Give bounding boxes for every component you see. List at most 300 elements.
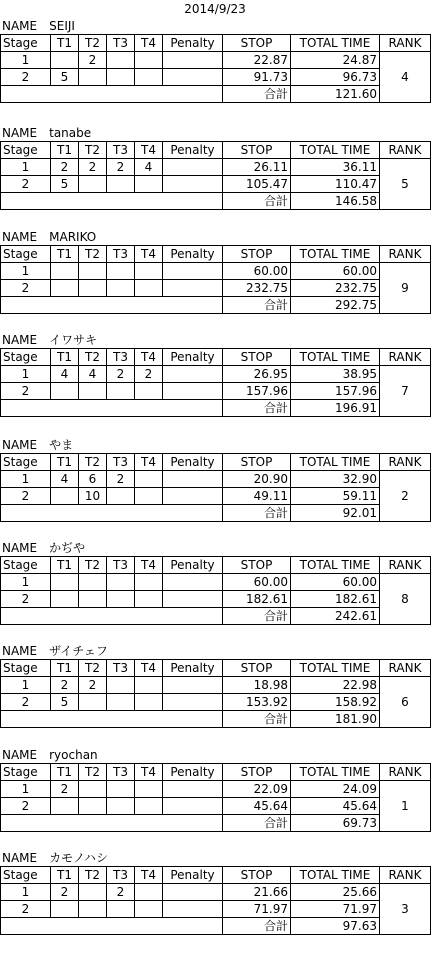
cell-t1: 2	[51, 677, 79, 694]
header-t3: T3	[107, 142, 135, 159]
cell-t2	[79, 884, 107, 901]
player-block	[0, 747, 430, 832]
cell-t2: 10	[79, 488, 107, 505]
table-row	[1, 574, 431, 591]
sum-row	[1, 400, 431, 417]
cell-penalty	[163, 884, 223, 901]
header-t4: T4	[135, 142, 163, 159]
cell-total: 59.11	[291, 488, 380, 505]
table-header-row	[1, 454, 431, 471]
cell-penalty	[163, 263, 223, 280]
name-label: NAME	[2, 851, 38, 865]
cell-t4	[135, 383, 163, 400]
cell-t2	[79, 176, 107, 193]
cell-penalty	[163, 694, 223, 711]
header-t3: T3	[107, 35, 135, 52]
header-stage: Stage	[1, 142, 51, 159]
table-header-row	[1, 764, 431, 781]
header-stage: Stage	[1, 349, 51, 366]
header-stage: Stage	[1, 764, 51, 781]
player-name: MARIKO	[49, 230, 97, 244]
header-stop: STOP	[223, 454, 291, 471]
header-t2: T2	[79, 764, 107, 781]
cell-t4	[135, 280, 163, 297]
cell-t4	[135, 176, 163, 193]
cell-penalty	[163, 366, 223, 383]
sum-label: 合計	[223, 608, 291, 625]
header-t4: T4	[135, 454, 163, 471]
cell-penalty	[163, 901, 223, 918]
cell-t3	[107, 901, 135, 918]
rank-value: 1	[380, 781, 431, 832]
cell-t4	[135, 884, 163, 901]
sum-row	[1, 918, 431, 935]
cell-penalty	[163, 798, 223, 815]
cell-t2	[79, 591, 107, 608]
score-table	[0, 659, 431, 728]
cell-stop: 20.90	[223, 471, 291, 488]
header-stop: STOP	[223, 142, 291, 159]
cell-total: 158.92	[291, 694, 380, 711]
cell-t4	[135, 69, 163, 86]
cell-stage: 2	[1, 798, 51, 815]
header-t3: T3	[107, 349, 135, 366]
cell-penalty	[163, 677, 223, 694]
sum-label: 合計	[223, 711, 291, 728]
cell-stop: 22.09	[223, 781, 291, 798]
header-stop: STOP	[223, 660, 291, 677]
cell-stop: 153.92	[223, 694, 291, 711]
cell-total: 71.97	[291, 901, 380, 918]
header-rank: RANK	[380, 142, 431, 159]
cell-t4	[135, 488, 163, 505]
sum-value: 92.01	[291, 505, 380, 522]
header-penalty: Penalty	[163, 35, 223, 52]
cell-total: 60.00	[291, 574, 380, 591]
player-name-row	[0, 437, 430, 453]
player-block	[0, 643, 430, 728]
header-penalty: Penalty	[163, 764, 223, 781]
cell-t1: 4	[51, 471, 79, 488]
cell-t2	[79, 263, 107, 280]
player-name-row	[0, 643, 430, 659]
table-row	[1, 884, 431, 901]
table-row	[1, 901, 431, 918]
cell-t1	[51, 488, 79, 505]
player-block	[0, 437, 430, 522]
header-rank: RANK	[380, 246, 431, 263]
player-name: かぢや	[49, 541, 86, 555]
cell-penalty	[163, 781, 223, 798]
cell-stop: 21.66	[223, 884, 291, 901]
header-total-time: TOTAL TIME	[291, 349, 380, 366]
cell-t2	[79, 574, 107, 591]
cell-stop: 157.96	[223, 383, 291, 400]
cell-t3	[107, 176, 135, 193]
cell-stop: 22.87	[223, 52, 291, 69]
cell-t3	[107, 781, 135, 798]
header-t1: T1	[51, 764, 79, 781]
cell-penalty	[163, 383, 223, 400]
name-label: NAME	[2, 126, 38, 140]
header-t2: T2	[79, 349, 107, 366]
sum-value: 242.61	[291, 608, 380, 625]
cell-t2	[79, 280, 107, 297]
sum-label: 合計	[223, 815, 291, 832]
cell-stage: 1	[1, 677, 51, 694]
sum-value: 97.63	[291, 918, 380, 935]
cell-penalty	[163, 488, 223, 505]
header-rank: RANK	[380, 867, 431, 884]
score-table	[0, 453, 431, 522]
player-name: ryochan	[49, 748, 98, 762]
rank-value: 7	[380, 366, 431, 417]
player-name: SEIJI	[49, 19, 75, 33]
cell-t3	[107, 263, 135, 280]
sum-row	[1, 86, 431, 103]
cell-t4: 4	[135, 159, 163, 176]
cell-t2: 6	[79, 471, 107, 488]
cell-t3	[107, 69, 135, 86]
sum-row	[1, 297, 431, 314]
header-penalty: Penalty	[163, 867, 223, 884]
cell-t1: 5	[51, 176, 79, 193]
cell-total: 22.98	[291, 677, 380, 694]
name-label: NAME	[2, 541, 38, 555]
cell-stop: 18.98	[223, 677, 291, 694]
player-block	[0, 229, 430, 314]
name-label: NAME	[2, 230, 38, 244]
rank-value: 5	[380, 159, 431, 210]
cell-stop: 26.11	[223, 159, 291, 176]
header-t1: T1	[51, 142, 79, 159]
header-total-time: TOTAL TIME	[291, 764, 380, 781]
cell-t3: 2	[107, 884, 135, 901]
header-t4: T4	[135, 557, 163, 574]
header-penalty: Penalty	[163, 454, 223, 471]
cell-t1	[51, 280, 79, 297]
table-row	[1, 280, 431, 297]
sum-value: 69.73	[291, 815, 380, 832]
sum-label: 合計	[223, 505, 291, 522]
player-name: ザイチェフ	[49, 644, 108, 658]
header-t2: T2	[79, 142, 107, 159]
name-label: NAME	[2, 644, 38, 658]
header-total-time: TOTAL TIME	[291, 660, 380, 677]
header-t3: T3	[107, 557, 135, 574]
cell-stop: 26.95	[223, 366, 291, 383]
sum-label: 合計	[223, 297, 291, 314]
rank-value: 3	[380, 884, 431, 935]
header-stage: Stage	[1, 246, 51, 263]
header-t1: T1	[51, 35, 79, 52]
cell-stop: 49.11	[223, 488, 291, 505]
cell-total: 232.75	[291, 280, 380, 297]
name-label: NAME	[2, 333, 38, 347]
cell-stop: 71.97	[223, 901, 291, 918]
player-name: tanabe	[49, 126, 92, 140]
cell-t4	[135, 52, 163, 69]
name-label: NAME	[2, 438, 38, 452]
header-total-time: TOTAL TIME	[291, 246, 380, 263]
player-name: カモノハシ	[49, 851, 109, 865]
cell-stage: 1	[1, 781, 51, 798]
cell-t4	[135, 694, 163, 711]
table-row	[1, 176, 431, 193]
table-header-row	[1, 867, 431, 884]
header-t1: T1	[51, 454, 79, 471]
cell-t2	[79, 901, 107, 918]
cell-stop: 60.00	[223, 574, 291, 591]
cell-t3	[107, 574, 135, 591]
cell-penalty	[163, 574, 223, 591]
sum-spacer	[1, 918, 223, 935]
sum-value: 181.90	[291, 711, 380, 728]
cell-total: 110.47	[291, 176, 380, 193]
table-row	[1, 591, 431, 608]
cell-t4	[135, 263, 163, 280]
table-row	[1, 366, 431, 383]
header-t3: T3	[107, 764, 135, 781]
rank-value: 8	[380, 574, 431, 625]
sum-label: 合計	[223, 400, 291, 417]
table-header-row	[1, 246, 431, 263]
cell-t3	[107, 488, 135, 505]
cell-total: 25.66	[291, 884, 380, 901]
header-t2: T2	[79, 246, 107, 263]
cell-stop: 232.75	[223, 280, 291, 297]
cell-t4: 2	[135, 366, 163, 383]
player-name-row	[0, 332, 430, 348]
cell-t1	[51, 383, 79, 400]
header-t3: T3	[107, 660, 135, 677]
sum-value: 146.58	[291, 193, 380, 210]
cell-penalty	[163, 280, 223, 297]
header-t4: T4	[135, 35, 163, 52]
player-block	[0, 850, 430, 935]
header-total-time: TOTAL TIME	[291, 557, 380, 574]
header-total-time: TOTAL TIME	[291, 35, 380, 52]
header-stage: Stage	[1, 867, 51, 884]
rank-value: 6	[380, 677, 431, 728]
header-t4: T4	[135, 764, 163, 781]
header-stop: STOP	[223, 557, 291, 574]
cell-t1: 5	[51, 69, 79, 86]
cell-stage: 2	[1, 69, 51, 86]
score-table	[0, 763, 431, 832]
header-t1: T1	[51, 867, 79, 884]
cell-t2	[79, 781, 107, 798]
player-name-row	[0, 540, 430, 556]
cell-t3: 2	[107, 471, 135, 488]
cell-stop: 91.73	[223, 69, 291, 86]
sum-value: 292.75	[291, 297, 380, 314]
cell-stage: 2	[1, 901, 51, 918]
cell-penalty	[163, 176, 223, 193]
cell-penalty	[163, 471, 223, 488]
header-rank: RANK	[380, 660, 431, 677]
player-block	[0, 125, 430, 210]
cell-t1	[51, 901, 79, 918]
player-name-row	[0, 229, 430, 245]
cell-t3: 2	[107, 159, 135, 176]
cell-total: 38.95	[291, 366, 380, 383]
header-rank: RANK	[380, 349, 431, 366]
table-header-row	[1, 660, 431, 677]
score-table	[0, 141, 431, 210]
header-penalty: Penalty	[163, 246, 223, 263]
cell-total: 96.73	[291, 69, 380, 86]
cell-penalty	[163, 52, 223, 69]
cell-t1	[51, 52, 79, 69]
cell-t4	[135, 471, 163, 488]
score-table	[0, 348, 431, 417]
cell-stage: 1	[1, 159, 51, 176]
player-name-row	[0, 18, 430, 34]
cell-t2: 2	[79, 52, 107, 69]
sum-label: 合計	[223, 86, 291, 103]
header-penalty: Penalty	[163, 660, 223, 677]
cell-stage: 1	[1, 366, 51, 383]
cell-total: 24.87	[291, 52, 380, 69]
cell-t2	[79, 69, 107, 86]
header-t2: T2	[79, 660, 107, 677]
header-t1: T1	[51, 660, 79, 677]
cell-t1	[51, 798, 79, 815]
cell-stage: 1	[1, 52, 51, 69]
cell-t3	[107, 52, 135, 69]
header-t4: T4	[135, 660, 163, 677]
sum-label: 合計	[223, 918, 291, 935]
header-t4: T4	[135, 867, 163, 884]
table-row	[1, 263, 431, 280]
cell-t3	[107, 591, 135, 608]
sum-row	[1, 815, 431, 832]
header-t2: T2	[79, 557, 107, 574]
table-header-row	[1, 142, 431, 159]
cell-stage: 1	[1, 574, 51, 591]
cell-t2: 4	[79, 366, 107, 383]
sum-spacer	[1, 86, 223, 103]
cell-stage: 1	[1, 471, 51, 488]
cell-t2	[79, 694, 107, 711]
report-date: 2014/9/23	[184, 2, 246, 16]
player-block	[0, 332, 430, 417]
rank-value: 4	[380, 52, 431, 103]
rank-value: 2	[380, 471, 431, 522]
header-stage: Stage	[1, 660, 51, 677]
header-t4: T4	[135, 349, 163, 366]
table-row	[1, 471, 431, 488]
cell-stage: 2	[1, 694, 51, 711]
sum-row	[1, 608, 431, 625]
header-t1: T1	[51, 557, 79, 574]
header-t4: T4	[135, 246, 163, 263]
cell-stage: 1	[1, 884, 51, 901]
cell-t1	[51, 263, 79, 280]
cell-total: 24.09	[291, 781, 380, 798]
cell-stage: 1	[1, 263, 51, 280]
table-header-row	[1, 35, 431, 52]
sum-value: 196.91	[291, 400, 380, 417]
score-table	[0, 556, 431, 625]
header-t3: T3	[107, 454, 135, 471]
player-name-row	[0, 125, 430, 141]
header-t2: T2	[79, 35, 107, 52]
cell-t1: 2	[51, 884, 79, 901]
cell-stage: 2	[1, 383, 51, 400]
cell-t3	[107, 383, 135, 400]
sum-spacer	[1, 608, 223, 625]
header-t3: T3	[107, 867, 135, 884]
cell-stop: 45.64	[223, 798, 291, 815]
header-t3: T3	[107, 246, 135, 263]
cell-t3	[107, 694, 135, 711]
score-table	[0, 34, 431, 103]
sum-spacer	[1, 297, 223, 314]
table-row	[1, 781, 431, 798]
header-total-time: TOTAL TIME	[291, 142, 380, 159]
table-row	[1, 159, 431, 176]
player-block	[0, 18, 430, 103]
sum-row	[1, 505, 431, 522]
table-row	[1, 69, 431, 86]
name-label: NAME	[2, 748, 38, 762]
table-header-row	[1, 557, 431, 574]
cell-total: 36.11	[291, 159, 380, 176]
header-t2: T2	[79, 454, 107, 471]
header-rank: RANK	[380, 557, 431, 574]
cell-t2	[79, 798, 107, 815]
name-label: NAME	[2, 19, 38, 33]
cell-stop: 60.00	[223, 263, 291, 280]
header-stop: STOP	[223, 349, 291, 366]
player-block	[0, 540, 430, 625]
cell-penalty	[163, 159, 223, 176]
header-stage: Stage	[1, 35, 51, 52]
header-t1: T1	[51, 349, 79, 366]
cell-t4	[135, 574, 163, 591]
table-row	[1, 52, 431, 69]
sum-spacer	[1, 193, 223, 210]
table-row	[1, 383, 431, 400]
cell-total: 32.90	[291, 471, 380, 488]
cell-stage: 2	[1, 488, 51, 505]
cell-t4	[135, 798, 163, 815]
cell-t4	[135, 677, 163, 694]
cell-stage: 2	[1, 280, 51, 297]
cell-t1	[51, 591, 79, 608]
sum-value: 121.60	[291, 86, 380, 103]
cell-t1	[51, 574, 79, 591]
cell-t1: 4	[51, 366, 79, 383]
cell-t2: 2	[79, 677, 107, 694]
header-stop: STOP	[223, 246, 291, 263]
cell-total: 157.96	[291, 383, 380, 400]
table-row	[1, 694, 431, 711]
cell-t1: 5	[51, 694, 79, 711]
sum-spacer	[1, 815, 223, 832]
header-stop: STOP	[223, 35, 291, 52]
header-stage: Stage	[1, 454, 51, 471]
table-header-row	[1, 349, 431, 366]
sum-spacer	[1, 711, 223, 728]
sum-row	[1, 193, 431, 210]
sum-spacer	[1, 505, 223, 522]
cell-t4	[135, 591, 163, 608]
sum-spacer	[1, 400, 223, 417]
cell-t3	[107, 280, 135, 297]
